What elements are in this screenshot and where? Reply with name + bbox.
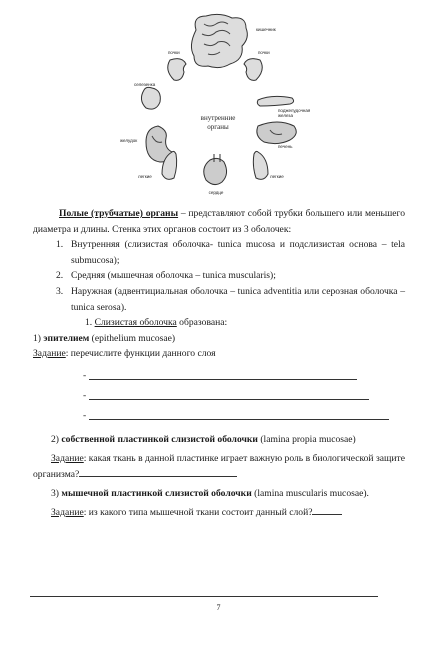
main-text [33, 206, 405, 521]
task-1 [33, 346, 405, 362]
page-number: 7 [216, 603, 221, 612]
item-2-bold: собственной пластинкой слизистой оболочки [61, 433, 258, 445]
spleen-drawing [141, 87, 160, 109]
layer-number: 2. [56, 270, 64, 282]
answer-rule [89, 399, 369, 400]
item-2-rest: (lamina propia mucosae) [257, 433, 356, 445]
lungs-left-label: легкие [138, 174, 152, 179]
layer-text: Средняя (мышечная оболочка – tunica muscularis); [71, 270, 276, 282]
pancreas-drawing [257, 96, 293, 106]
layer-item-3 [33, 284, 405, 315]
intestine-label: кишечник [256, 27, 276, 32]
layer-item-2 [33, 268, 405, 284]
task-2-blank[interactable] [79, 466, 237, 477]
intro-heading: Полые (трубчатые) органы [59, 208, 179, 219]
task-1-label: Задание [33, 348, 66, 360]
answer-dash: - [83, 389, 87, 401]
answer-line-3[interactable] [83, 408, 405, 424]
item-2 [33, 432, 405, 448]
answer-line-2[interactable] [83, 388, 405, 404]
subheading-rest: образована: [176, 317, 228, 329]
intro-text: – представляют собой трубки большего или меньшего диаметра и длины. Стенка этих органов состоит из 3 оболочек: [33, 208, 405, 235]
item-1-bold: эпителием [43, 332, 90, 344]
task-3-blank[interactable] [312, 504, 342, 515]
kidney-left-label: почки [168, 50, 180, 55]
organs-diagram [118, 8, 318, 198]
task-2-text: : какая ткань в данной пластинке играет важную роль в биологической защите организма? [33, 452, 405, 481]
stomach-label: желудок [120, 138, 138, 143]
intro-paragraph [33, 206, 405, 237]
item-2-number: 2) [51, 433, 59, 445]
pancreas-label-2: железа [278, 113, 293, 118]
task-3-text: : из какого типа мышечной ткани состоит данный слой? [83, 507, 313, 519]
intestine-drawing [191, 14, 247, 67]
layers-list [33, 237, 405, 315]
answer-dash: - [83, 409, 87, 421]
pancreas-label-1: поджелудочная [278, 108, 311, 113]
heart-label: сердце [208, 190, 224, 195]
spleen-label: селезенка [134, 82, 156, 87]
item-3-rest: (lamina muscularis mucosae). [251, 487, 369, 499]
item-1-rest: (epithelium mucosae) [89, 332, 176, 344]
liver-label: печень [278, 144, 293, 149]
kidney-right-label: почки [258, 50, 270, 55]
lungs-right-label: легкие [270, 174, 284, 179]
answer-rule [89, 379, 357, 380]
kidney-right-drawing [244, 59, 262, 81]
layer-number: 1. [56, 239, 64, 251]
answer-rule [89, 419, 389, 420]
center-label-2: органы [207, 123, 229, 131]
item-3-bold: мышечной пластинкой слизистой оболочки [61, 487, 252, 499]
item-3-number: 3) [51, 487, 59, 499]
liver-drawing [257, 122, 296, 144]
layer-number: 3. [56, 285, 64, 297]
answer-line-1[interactable] [83, 368, 405, 384]
answer-dash: - [83, 369, 87, 381]
heart-drawing [204, 154, 227, 185]
footer-rule [30, 596, 378, 597]
task-2-label: Задание [51, 452, 84, 464]
lungs-right-drawing [253, 151, 268, 179]
task-1-text: : перечислите функции данного слоя [65, 348, 216, 360]
task-3-label: Задание [51, 507, 84, 519]
subheading-underlined: Слизистая оболочка [94, 317, 177, 329]
item-1-number: 1) [33, 332, 41, 344]
mucosa-subheading [33, 315, 405, 331]
layer-text: Внутренняя (слизистая оболочка- tunica mucosa и подслизистая основа – tela submucosa); [71, 239, 405, 266]
layer-text: Наружная (адвентициальная оболочка – tunica adventitia или серозная оболочка – tunica serosa). [71, 285, 405, 313]
organs-figure [118, 8, 318, 198]
subheading-number: 1. [85, 317, 93, 329]
kidney-left-drawing [168, 59, 186, 81]
center-label-1: внутренние [200, 114, 236, 122]
item-1 [33, 331, 405, 347]
task-3 [33, 504, 405, 521]
layer-item-1 [33, 237, 405, 268]
task-2 [33, 451, 405, 483]
item-3 [33, 486, 405, 502]
